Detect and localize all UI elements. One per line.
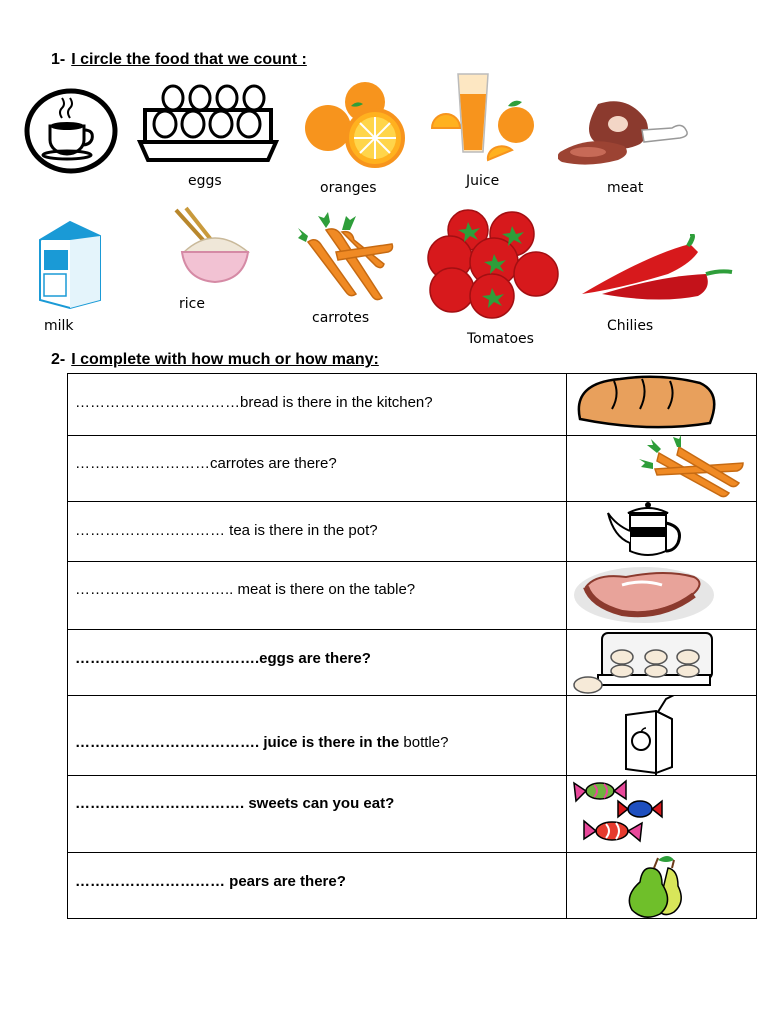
carrots-icon bbox=[635, 435, 751, 506]
answer-blank[interactable]: ……………………………. bbox=[75, 795, 249, 812]
tomatoes-icon[interactable] bbox=[424, 208, 560, 320]
answer-blank[interactable]: ………………………….. bbox=[75, 581, 234, 598]
juice-glass-icon[interactable] bbox=[428, 70, 538, 170]
question-text[interactable] bbox=[75, 581, 415, 598]
rice-bowl-icon[interactable] bbox=[172, 206, 258, 288]
food-label-eggs: eggs bbox=[188, 173, 222, 189]
egg-tray-icon[interactable] bbox=[137, 84, 279, 164]
section-number: 2- bbox=[51, 351, 66, 368]
answer-blank[interactable]: ………………………… bbox=[75, 522, 225, 539]
carrots-icon[interactable] bbox=[296, 212, 398, 304]
question-text[interactable] bbox=[75, 394, 433, 411]
steak-icon bbox=[572, 563, 718, 630]
egg-carton-icon bbox=[572, 629, 716, 700]
table-row bbox=[67, 775, 757, 852]
table-row bbox=[67, 852, 757, 918]
chilies-icon[interactable] bbox=[580, 234, 734, 300]
juice-box-icon bbox=[620, 695, 684, 780]
meat-icon[interactable] bbox=[558, 96, 692, 172]
question-sentence: eggs are there? bbox=[259, 650, 371, 667]
answer-blank[interactable]: …………………………… bbox=[75, 394, 240, 411]
table-row bbox=[67, 501, 757, 561]
table-row bbox=[67, 561, 757, 629]
question-sentence: pears are there? bbox=[229, 873, 346, 890]
coffee-cup-icon[interactable] bbox=[24, 88, 118, 174]
food-label-juice: Juice bbox=[466, 173, 500, 189]
question-sentence-tail: bottle? bbox=[403, 734, 449, 751]
question-sentence: juice is there in the bbox=[263, 734, 404, 751]
answer-blank[interactable]: ………………………………. bbox=[75, 650, 260, 667]
table-row bbox=[67, 629, 757, 695]
sweets-icon bbox=[572, 775, 668, 856]
food-label-rice: rice bbox=[179, 296, 205, 312]
food-label-meat: meat bbox=[607, 180, 644, 196]
answer-blank[interactable]: ………………………………. bbox=[75, 734, 264, 751]
section-instruction: I complete with how much or how many: bbox=[71, 351, 379, 368]
bread-icon bbox=[574, 375, 718, 436]
food-label-oranges: oranges bbox=[320, 180, 377, 196]
question-text[interactable] bbox=[75, 650, 371, 667]
question-text[interactable] bbox=[75, 522, 378, 539]
section-instruction: I circle the food that we count : bbox=[71, 51, 307, 68]
question-sentence: meat is there on the table? bbox=[233, 581, 416, 598]
answer-blank[interactable]: ………………………… bbox=[75, 873, 230, 890]
question-text[interactable] bbox=[75, 873, 346, 890]
oranges-icon[interactable] bbox=[303, 80, 409, 168]
food-label-chilies: Chilies bbox=[607, 318, 654, 334]
questions-table bbox=[67, 373, 757, 919]
table-row bbox=[67, 435, 757, 501]
answer-blank[interactable]: ……………………… bbox=[75, 455, 210, 472]
question-sentence: tea is there in the pot? bbox=[225, 522, 378, 539]
food-label-milk: milk bbox=[44, 318, 74, 334]
teapot-icon bbox=[604, 501, 690, 566]
pears-icon bbox=[628, 854, 692, 923]
question-sentence: bread is there in the kitchen? bbox=[240, 394, 433, 411]
question-text[interactable] bbox=[75, 734, 448, 751]
question-text[interactable] bbox=[75, 455, 337, 472]
food-label-carrotes: carrotes bbox=[312, 310, 370, 326]
table-row bbox=[67, 373, 757, 435]
question-sentence: sweets can you eat? bbox=[248, 795, 395, 812]
table-row bbox=[67, 695, 757, 775]
section-1-heading bbox=[51, 51, 307, 69]
milk-carton-icon[interactable] bbox=[34, 218, 106, 310]
question-text[interactable] bbox=[75, 795, 394, 812]
food-label-tomatoes: Tomatoes bbox=[467, 331, 534, 347]
section-2-heading bbox=[51, 351, 379, 369]
section-number: 1- bbox=[51, 51, 66, 68]
question-sentence: carrotes are there? bbox=[210, 455, 337, 472]
